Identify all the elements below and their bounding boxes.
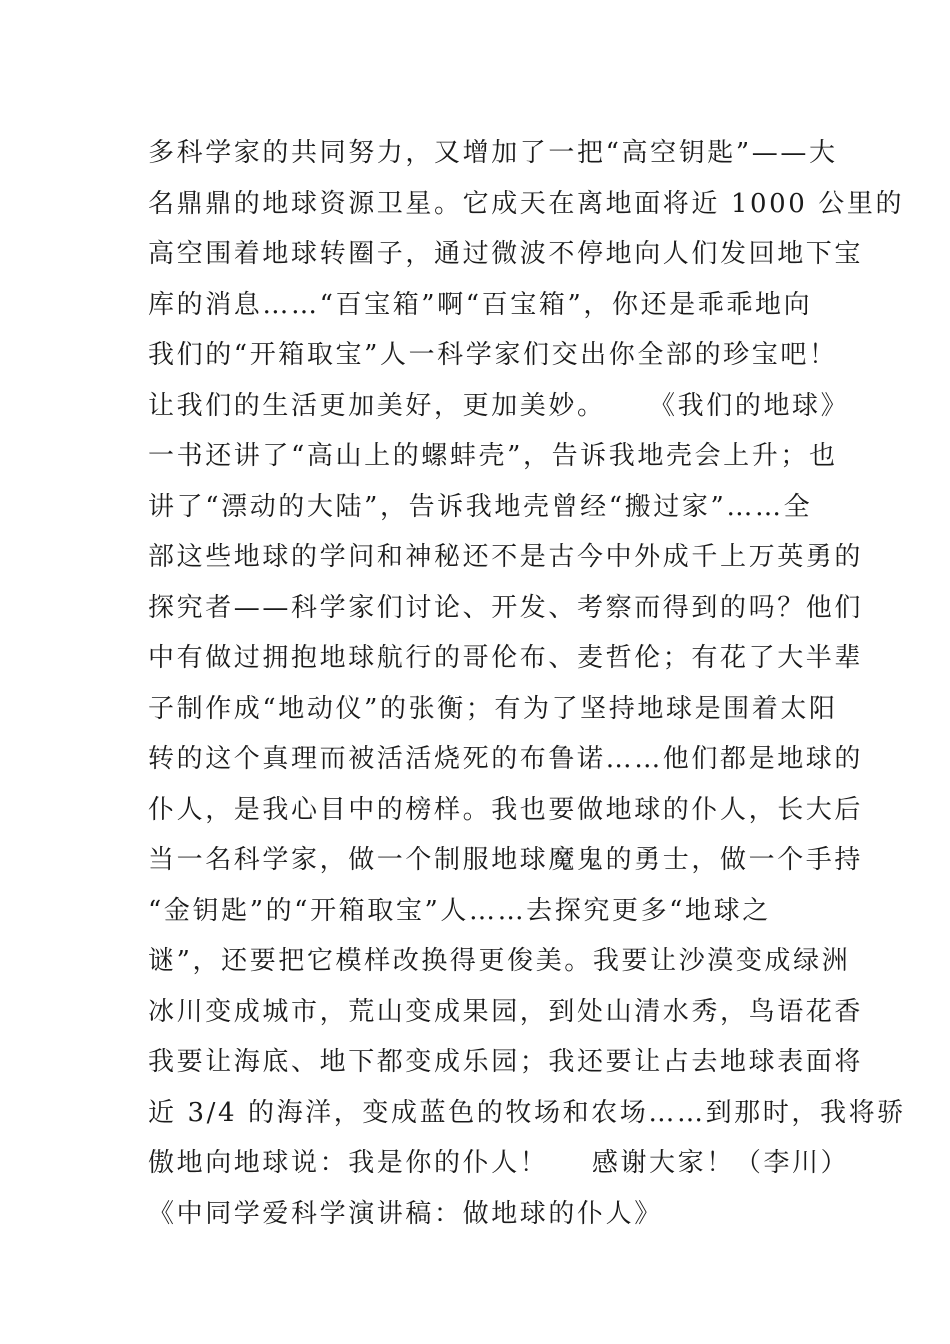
text-line: “金钥匙”的“开箱取宝”人……去探究更多“地球之	[148, 895, 771, 926]
text-line: 转的这个真理而被活活烧死的布鲁诺……他们都是地球的	[148, 744, 864, 774]
text-line: 傲地向地球说：我是你的仆人！ 感谢大家！（李川）	[148, 1148, 850, 1178]
text-line: 库的消息……“百宝箱”啊“百宝箱”，你还是乖乖地向	[148, 289, 813, 320]
text-line: 多科学家的共同努力，又增加了一把“高空钥匙”——大	[148, 138, 838, 168]
document-title-line: 《中同学爱科学演讲稿：做地球的仆人》	[148, 1198, 663, 1229]
text-line: 让我们的生活更加美好，更加美妙。 《我们的地球》	[148, 390, 850, 421]
text-line: 中有做过拥抱地球航行的哥伦布、麦哲伦；有花了大半辈	[148, 643, 864, 673]
text-line: 讲了“漂动的大陆”，告诉我地壳曾经“搬过家”……全	[148, 491, 813, 522]
text-line: 冰川变成城市，荒山变成果园，到处山清水秀，鸟语花香	[148, 996, 864, 1027]
text-line: 部这些地球的学问和神秘还不是古今中外成千上万英勇的	[148, 542, 864, 572]
text-line: 谜”，还要把它模样改换得更俊美。我要让沙漠变成绿洲	[148, 946, 851, 976]
body-text	[148, 128, 906, 1239]
text-line: 当一名科学家，做一个制服地球魔鬼的勇士，做一个手持	[148, 845, 864, 875]
text-line: 我们的“开箱取宝”人一科学家们交出你全部的珍宝吧！	[148, 340, 838, 370]
text-line: 高空围着地球转圈子，通过微波不停地向人们发回地下宝	[148, 239, 864, 269]
text-line: 名鼎鼎的地球资源卫星。它成天在离地面将近 1000 公里的	[148, 188, 905, 219]
text-line: 一书还讲了“高山上的螺蚌壳”，告诉我地壳会上升；也	[148, 441, 838, 471]
text-line: 近 3/4 的海洋，变成蓝色的牧场和农场……到那时，我将骄	[148, 1097, 906, 1128]
text-line: 子制作成“地动仪”的张衡；有为了坚持地球是围着太阳	[148, 693, 838, 724]
text-line: 探究者——科学家们讨论、开发、考察而得到的吗？他们	[148, 592, 864, 623]
text-line: 我要让海底、地下都变成乐园；我还要让占去地球表面将	[148, 1047, 864, 1077]
text-line: 仆人，是我心目中的榜样。我也要做地球的仆人，长大后	[148, 794, 864, 825]
